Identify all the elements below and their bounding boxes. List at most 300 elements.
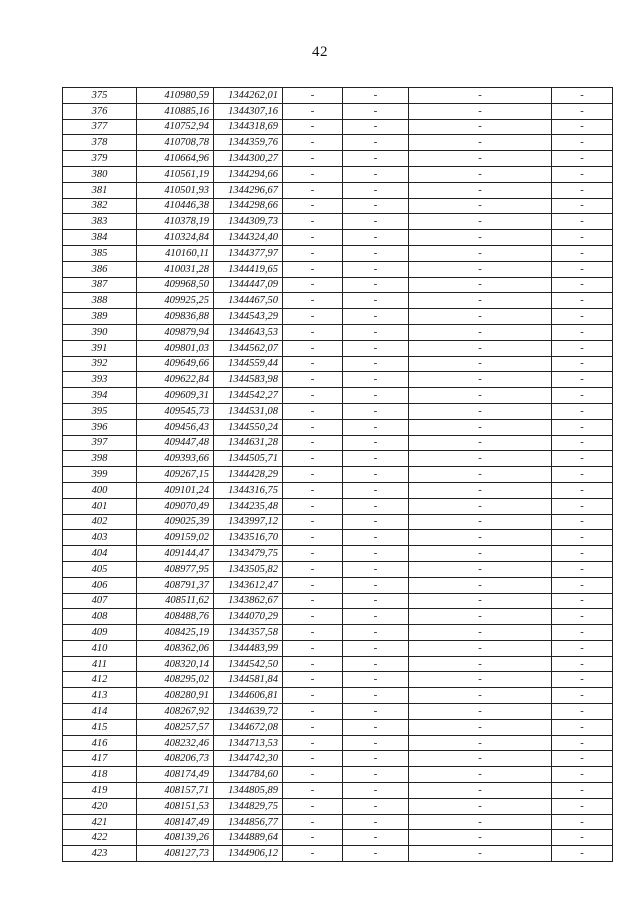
x-coordinate-cell: 408362,06 [137,640,214,656]
empty-value-cell: - [552,625,613,641]
empty-value-cell: - [343,609,409,625]
point-number-cell: 399 [63,467,137,483]
x-coordinate-cell: 410446,38 [137,198,214,214]
table-body [63,88,613,862]
y-coordinate-cell: 1344298,66 [214,198,283,214]
table-row [63,767,613,783]
empty-value-cell: - [283,324,343,340]
table-row [63,798,613,814]
point-number-cell: 382 [63,198,137,214]
empty-value-cell: - [552,388,613,404]
y-coordinate-cell: 1344357,58 [214,625,283,641]
x-coordinate-cell: 409609,31 [137,388,214,404]
empty-value-cell: - [409,783,552,799]
point-number-cell: 395 [63,403,137,419]
table-row [63,245,613,261]
y-coordinate-cell: 1344262,01 [214,88,283,104]
empty-value-cell: - [552,230,613,246]
x-coordinate-cell: 409456,43 [137,419,214,435]
point-number-cell: 391 [63,340,137,356]
table-row [63,719,613,735]
table-row [63,135,613,151]
point-number-cell: 375 [63,88,137,104]
empty-value-cell: - [283,719,343,735]
y-coordinate-cell: 1343505,82 [214,561,283,577]
empty-value-cell: - [552,814,613,830]
table-row [63,340,613,356]
y-coordinate-cell: 1344505,71 [214,451,283,467]
table-row [63,609,613,625]
y-coordinate-cell: 1344318,69 [214,119,283,135]
empty-value-cell: - [343,88,409,104]
x-coordinate-cell: 409144,47 [137,546,214,562]
point-number-cell: 394 [63,388,137,404]
empty-value-cell: - [409,735,552,751]
point-number-cell: 379 [63,151,137,167]
empty-value-cell: - [343,467,409,483]
x-coordinate-cell: 410980,59 [137,88,214,104]
x-coordinate-cell: 409447,48 [137,435,214,451]
y-coordinate-cell: 1344307,16 [214,103,283,119]
empty-value-cell: - [552,482,613,498]
point-number-cell: 400 [63,482,137,498]
empty-value-cell: - [283,451,343,467]
empty-value-cell: - [283,561,343,577]
empty-value-cell: - [283,672,343,688]
y-coordinate-cell: 1344559,44 [214,356,283,372]
empty-value-cell: - [552,688,613,704]
empty-value-cell: - [283,593,343,609]
empty-value-cell: - [552,577,613,593]
empty-value-cell: - [409,577,552,593]
empty-value-cell: - [343,103,409,119]
point-number-cell: 388 [63,293,137,309]
empty-value-cell: - [552,798,613,814]
empty-value-cell: - [283,372,343,388]
empty-value-cell: - [552,609,613,625]
point-number-cell: 404 [63,546,137,562]
table-row [63,182,613,198]
empty-value-cell: - [552,735,613,751]
empty-value-cell: - [283,103,343,119]
empty-value-cell: - [283,261,343,277]
x-coordinate-cell: 409267,15 [137,467,214,483]
x-coordinate-cell: 408174,49 [137,767,214,783]
empty-value-cell: - [409,88,552,104]
empty-value-cell: - [552,214,613,230]
empty-value-cell: - [343,261,409,277]
point-number-cell: 418 [63,767,137,783]
point-number-cell: 381 [63,182,137,198]
point-number-cell: 405 [63,561,137,577]
empty-value-cell: - [283,514,343,530]
empty-value-cell: - [552,166,613,182]
empty-value-cell: - [552,593,613,609]
table-row [63,277,613,293]
empty-value-cell: - [283,277,343,293]
x-coordinate-cell: 409836,88 [137,309,214,325]
empty-value-cell: - [409,103,552,119]
empty-value-cell: - [343,546,409,562]
empty-value-cell: - [409,372,552,388]
table-row [63,783,613,799]
empty-value-cell: - [409,846,552,862]
y-coordinate-cell: 1344428,29 [214,467,283,483]
empty-value-cell: - [552,530,613,546]
empty-value-cell: - [552,182,613,198]
y-coordinate-cell: 1343997,12 [214,514,283,530]
y-coordinate-cell: 1344713,53 [214,735,283,751]
empty-value-cell: - [552,151,613,167]
x-coordinate-cell: 408511,62 [137,593,214,609]
y-coordinate-cell: 1344856,77 [214,814,283,830]
empty-value-cell: - [552,277,613,293]
table-row [63,261,613,277]
empty-value-cell: - [409,245,552,261]
empty-value-cell: - [409,119,552,135]
empty-value-cell: - [283,435,343,451]
empty-value-cell: - [343,135,409,151]
table-row [63,751,613,767]
point-number-cell: 378 [63,135,137,151]
point-number-cell: 407 [63,593,137,609]
empty-value-cell: - [552,767,613,783]
empty-value-cell: - [283,309,343,325]
table-row [63,356,613,372]
point-number-cell: 423 [63,846,137,862]
empty-value-cell: - [343,166,409,182]
empty-value-cell: - [283,88,343,104]
empty-value-cell: - [343,846,409,862]
y-coordinate-cell: 1344309,73 [214,214,283,230]
x-coordinate-cell: 410031,28 [137,261,214,277]
empty-value-cell: - [552,435,613,451]
empty-value-cell: - [343,372,409,388]
empty-value-cell: - [409,672,552,688]
table-row [63,198,613,214]
empty-value-cell: - [409,340,552,356]
empty-value-cell: - [552,245,613,261]
empty-value-cell: - [283,198,343,214]
empty-value-cell: - [409,546,552,562]
empty-value-cell: - [552,672,613,688]
point-number-cell: 392 [63,356,137,372]
table-row [63,846,613,862]
x-coordinate-cell: 408232,46 [137,735,214,751]
empty-value-cell: - [283,482,343,498]
x-coordinate-cell: 409070,49 [137,498,214,514]
empty-value-cell: - [343,688,409,704]
empty-value-cell: - [283,419,343,435]
empty-value-cell: - [283,293,343,309]
x-coordinate-cell: 408151,53 [137,798,214,814]
empty-value-cell: - [343,451,409,467]
y-coordinate-cell: 1344542,27 [214,388,283,404]
point-number-cell: 376 [63,103,137,119]
table-row [63,561,613,577]
empty-value-cell: - [409,609,552,625]
point-number-cell: 377 [63,119,137,135]
y-coordinate-cell: 1343479,75 [214,546,283,562]
empty-value-cell: - [283,214,343,230]
y-coordinate-cell: 1343862,67 [214,593,283,609]
empty-value-cell: - [552,561,613,577]
table-row [63,119,613,135]
point-number-cell: 393 [63,372,137,388]
table-row [63,688,613,704]
empty-value-cell: - [409,704,552,720]
x-coordinate-cell: 410561,19 [137,166,214,182]
point-number-cell: 397 [63,435,137,451]
table-row [63,451,613,467]
empty-value-cell: - [552,846,613,862]
empty-value-cell: - [343,656,409,672]
x-coordinate-cell: 409159,02 [137,530,214,546]
empty-value-cell: - [283,798,343,814]
empty-value-cell: - [409,277,552,293]
empty-value-cell: - [343,182,409,198]
empty-value-cell: - [283,467,343,483]
empty-value-cell: - [409,198,552,214]
x-coordinate-cell: 408139,26 [137,830,214,846]
empty-value-cell: - [343,719,409,735]
point-number-cell: 413 [63,688,137,704]
point-number-cell: 389 [63,309,137,325]
table-row [63,672,613,688]
x-coordinate-cell: 410501,93 [137,182,214,198]
table-row [63,214,613,230]
point-number-cell: 421 [63,814,137,830]
empty-value-cell: - [283,704,343,720]
empty-value-cell: - [409,767,552,783]
y-coordinate-cell: 1344447,09 [214,277,283,293]
empty-value-cell: - [283,530,343,546]
x-coordinate-cell: 410324,84 [137,230,214,246]
empty-value-cell: - [343,419,409,435]
empty-value-cell: - [343,309,409,325]
x-coordinate-cell: 408147,49 [137,814,214,830]
empty-value-cell: - [409,293,552,309]
point-number-cell: 410 [63,640,137,656]
y-coordinate-cell: 1344829,75 [214,798,283,814]
empty-value-cell: - [409,309,552,325]
x-coordinate-cell: 410664,96 [137,151,214,167]
point-number-cell: 417 [63,751,137,767]
y-coordinate-cell: 1344483,99 [214,640,283,656]
y-coordinate-cell: 1344583,98 [214,372,283,388]
empty-value-cell: - [552,103,613,119]
empty-value-cell: - [343,277,409,293]
x-coordinate-cell: 408425,19 [137,625,214,641]
page-number: 42 [312,44,328,60]
empty-value-cell: - [343,324,409,340]
point-number-cell: 386 [63,261,137,277]
x-coordinate-cell: 410160,11 [137,245,214,261]
point-number-cell: 415 [63,719,137,735]
point-number-cell: 383 [63,214,137,230]
empty-value-cell: - [283,498,343,514]
point-number-cell: 409 [63,625,137,641]
empty-value-cell: - [552,656,613,672]
empty-value-cell: - [343,293,409,309]
empty-value-cell: - [552,546,613,562]
y-coordinate-cell: 1344631,28 [214,435,283,451]
table-row [63,88,613,104]
empty-value-cell: - [409,435,552,451]
x-coordinate-cell: 409545,73 [137,403,214,419]
empty-value-cell: - [343,577,409,593]
empty-value-cell: - [283,119,343,135]
empty-value-cell: - [283,656,343,672]
empty-value-cell: - [283,735,343,751]
empty-value-cell: - [409,482,552,498]
empty-value-cell: - [409,514,552,530]
empty-value-cell: - [409,688,552,704]
y-coordinate-cell: 1344359,76 [214,135,283,151]
x-coordinate-cell: 409649,66 [137,356,214,372]
table-row [63,151,613,167]
table-row [63,514,613,530]
table-row [63,482,613,498]
empty-value-cell: - [409,166,552,182]
table-row [63,577,613,593]
point-number-cell: 402 [63,514,137,530]
y-coordinate-cell: 1344419,65 [214,261,283,277]
empty-value-cell: - [409,467,552,483]
empty-value-cell: - [343,625,409,641]
x-coordinate-cell: 409622,84 [137,372,214,388]
y-coordinate-cell: 1344294,66 [214,166,283,182]
empty-value-cell: - [283,625,343,641]
coordinates-table [62,87,613,862]
point-number-cell: 380 [63,166,137,182]
empty-value-cell: - [409,356,552,372]
x-coordinate-cell: 408267,92 [137,704,214,720]
empty-value-cell: - [343,388,409,404]
table-row [63,388,613,404]
point-number-cell: 384 [63,230,137,246]
empty-value-cell: - [283,577,343,593]
empty-value-cell: - [409,419,552,435]
table-row [63,372,613,388]
table-row [63,435,613,451]
empty-value-cell: - [552,356,613,372]
point-number-cell: 396 [63,419,137,435]
empty-value-cell: - [283,356,343,372]
table-row [63,830,613,846]
empty-value-cell: - [552,640,613,656]
x-coordinate-cell: 408295,02 [137,672,214,688]
y-coordinate-cell: 1343516,70 [214,530,283,546]
table-row [63,530,613,546]
point-number-cell: 408 [63,609,137,625]
table-row [63,230,613,246]
y-coordinate-cell: 1344606,81 [214,688,283,704]
empty-value-cell: - [283,688,343,704]
empty-value-cell: - [343,245,409,261]
empty-value-cell: - [283,388,343,404]
point-number-cell: 414 [63,704,137,720]
empty-value-cell: - [552,419,613,435]
y-coordinate-cell: 1344906,12 [214,846,283,862]
empty-value-cell: - [283,640,343,656]
table-row [63,419,613,435]
empty-value-cell: - [409,719,552,735]
y-coordinate-cell: 1344235,48 [214,498,283,514]
empty-value-cell: - [283,814,343,830]
empty-value-cell: - [409,656,552,672]
empty-value-cell: - [343,593,409,609]
table-row [63,640,613,656]
empty-value-cell: - [343,783,409,799]
x-coordinate-cell: 408127,73 [137,846,214,862]
x-coordinate-cell: 410885,16 [137,103,214,119]
y-coordinate-cell: 1344467,50 [214,293,283,309]
table-row [63,625,613,641]
empty-value-cell: - [343,151,409,167]
empty-value-cell: - [552,372,613,388]
empty-value-cell: - [343,767,409,783]
table-row [63,498,613,514]
empty-value-cell: - [343,403,409,419]
x-coordinate-cell: 408257,57 [137,719,214,735]
point-number-cell: 411 [63,656,137,672]
y-coordinate-cell: 1344316,75 [214,482,283,498]
x-coordinate-cell: 409393,66 [137,451,214,467]
x-coordinate-cell: 408791,37 [137,577,214,593]
x-coordinate-cell: 410378,19 [137,214,214,230]
point-number-cell: 412 [63,672,137,688]
y-coordinate-cell: 1344889,64 [214,830,283,846]
empty-value-cell: - [552,719,613,735]
empty-value-cell: - [409,151,552,167]
y-coordinate-cell: 1344300,27 [214,151,283,167]
point-number-cell: 420 [63,798,137,814]
table-row [63,324,613,340]
empty-value-cell: - [343,640,409,656]
point-number-cell: 419 [63,783,137,799]
table-row [63,467,613,483]
empty-value-cell: - [283,546,343,562]
y-coordinate-cell: 1344296,67 [214,182,283,198]
empty-value-cell: - [552,135,613,151]
empty-value-cell: - [409,593,552,609]
y-coordinate-cell: 1344672,08 [214,719,283,735]
empty-value-cell: - [552,498,613,514]
empty-value-cell: - [343,482,409,498]
empty-value-cell: - [552,324,613,340]
empty-value-cell: - [552,451,613,467]
x-coordinate-cell: 409801,03 [137,340,214,356]
y-coordinate-cell: 1344542,50 [214,656,283,672]
empty-value-cell: - [343,198,409,214]
empty-value-cell: - [343,230,409,246]
empty-value-cell: - [552,751,613,767]
table-row [63,656,613,672]
empty-value-cell: - [409,451,552,467]
table-row [63,735,613,751]
point-number-cell: 398 [63,451,137,467]
empty-value-cell: - [552,704,613,720]
empty-value-cell: - [552,293,613,309]
empty-value-cell: - [552,514,613,530]
empty-value-cell: - [409,561,552,577]
empty-value-cell: - [409,625,552,641]
y-coordinate-cell: 1344377,97 [214,245,283,261]
empty-value-cell: - [409,182,552,198]
table-row [63,814,613,830]
empty-value-cell: - [343,435,409,451]
